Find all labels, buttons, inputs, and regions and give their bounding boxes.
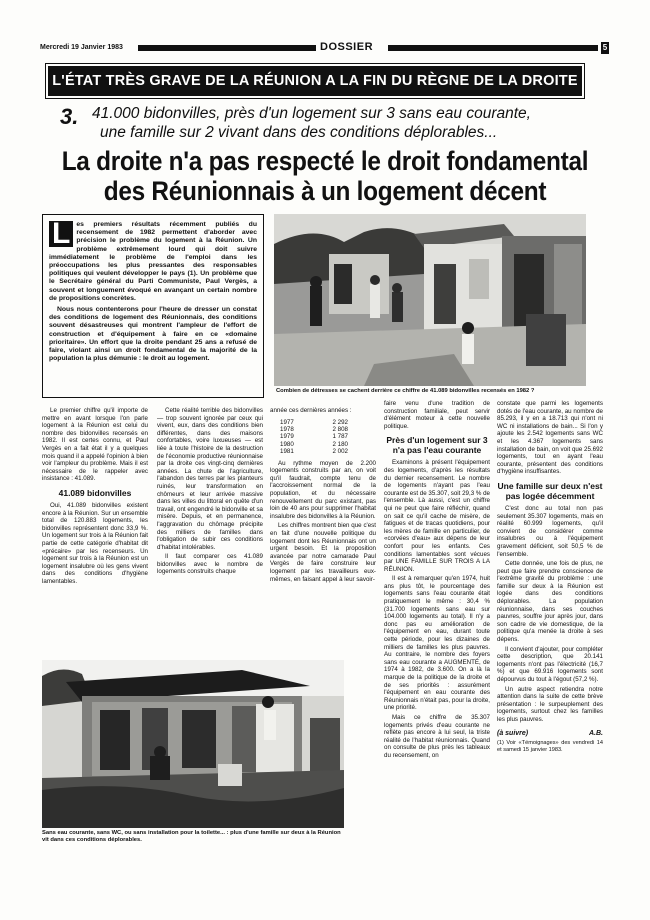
- col2-paragraph-2: Il faut comparer ces 41.089 bidonvilles avec le nombre de logements construits chaque: [157, 553, 263, 576]
- article-column-2: [157, 407, 263, 576]
- headline: [59, 146, 591, 206]
- col4-paragraph-1: faire venu d'une tradition de construction familiale, peut servir d'élément moteur à cette nouvelle politique.: [384, 400, 490, 430]
- col2-paragraph-1: Cette réalité terrible des bidonvilles — trop souvent ignorée par ceux qui vivent, eux, dans des conditions bien différentes, dans des maisons confortables, voire luxueuses — est liée à toute l'histoire de la destruction de l'économie productive réunionnaise par la droite ces vingt-cinq dernières années. La chute de l'agriculture, l'abandon des terres par les planteurs ruinés, leur transformation en chômeurs et leur arrivée massive dans les villes du littoral en quête d'un travail, ont engendré le bidonville et sa misère. Depuis, et en permanence, l'aggravation du chômage précipite des milliers de familles dans l'obligation de subir ces conditions d'habitat intolérables.: [157, 407, 263, 551]
- section-label: DOSSIER: [320, 41, 374, 53]
- figure-value: 2 292: [332, 418, 348, 426]
- continuation-line: [497, 730, 603, 738]
- figure-value: 2 180: [332, 440, 348, 448]
- article-column-1: [42, 407, 148, 585]
- article-column-3: [270, 407, 376, 583]
- subhead-bidonvilles: 41.089 bidonvilles: [58, 487, 132, 498]
- series-banner: [48, 66, 582, 96]
- subhead-famille-sur-deux: Une famille sur deux n'est pas logée décemment: [497, 480, 603, 501]
- construction-figures: [280, 419, 376, 456]
- figure-year: 1977: [280, 418, 294, 426]
- intro-text-1: es premiers résultats récemment publiés du recensement de 1982 permettent d'aborder avec précision le problème du logement à la Réunion. Un problème extrêmement lourd qui doit suivre immédiatement le problème de l'emploi dans les préoccupations les plus pressantes des responsables politiques qui veulent développer le pays (1). Un problème que le Secrétaire général du Parti Communiste, Paul Vergès, a souvent et longuement évoqué en avançant un certain nombre de propositions concrètes.: [49, 221, 257, 302]
- figure-year: 1980: [280, 440, 294, 448]
- col1-paragraph-2: Oui, 41.089 bidonvilles existent encore à la Réunion. Sur un ensemble total de 120.883 logements, les bidonvilles représentent donc 33,9 %. Un logement sur trois à la Réunion fait partie de cette catégorie d'habitat dit «précaire» par les recenseurs. Un logement sur trois à la Réunion est un logement insalubre où les gens vivent dans des conditions d'hygiène lamentables.: [42, 501, 148, 585]
- drop-cap: L: [49, 221, 73, 247]
- series-banner-text: L'ÉTAT TRÈS GRAVE DE LA RÉUNION A LA FIN DU RÈGNE DE LA DROITE: [52, 73, 578, 89]
- photo-caption-1: Combien de détresses se cachent derrière ce chiffre de 41.089 bidonvilles recensés en 1982 ?: [276, 388, 535, 394]
- figure-row: [280, 419, 348, 426]
- headline-line-1: La droite n'a pas respecté le droit fondamental: [61, 146, 589, 176]
- page-header: [40, 42, 608, 54]
- col3-paragraph-1: année ces dernières années :: [270, 407, 352, 414]
- photo-bidonville: [274, 214, 586, 386]
- col5-paragraph-1: constate que parmi les logements dotés de l'eau courante, au nombre de 85.293, il y en a 18.713 qui n'ont ni WC ni installations de bain... Si l'on y ajoute les 2.542 logements sans WC et les 4.367 logements sans installation de bain, on voit que 25.692 logements, tout en ayant l'eau courante, présentent des conditions d'hygiène insuffisantes.: [497, 400, 603, 476]
- subhead-eau-courante: Près d'un logement sur 3 n'a pas l'eau courante: [386, 435, 488, 456]
- header-rule-right: [388, 45, 598, 51]
- author-signature: A.B.: [589, 729, 603, 737]
- figure-value: 2 002: [332, 448, 348, 456]
- col4-paragraph-4: Mais ce chiffre de 35.307 logements privés d'eau courante ne reflète pas encore à lui seul, la triste réalité de l'habitat réunionnais. Quand on consulte de plus près les tableaux du recensement, on: [384, 713, 490, 759]
- figure-value: 1 787: [332, 433, 348, 441]
- figure-year: 1979: [280, 433, 294, 441]
- col3-paragraph-3: Les chiffres montrent bien que c'est en fait d'une nouvelle politique du logement dont les Réunionnais ont un urgent besoin. Et la proposition avancée par notre camarade Paul Vergès de faire construire leur logement par les travailleurs eux-mêmes, en faisant appel à leur savoir-: [270, 522, 376, 583]
- col5-paragraph-3: Cette donnée, une fois de plus, ne peut que faire prendre conscience de l'extrême gravité du problème : une famille sur deux à la Réunion est logée dans des conditions déplorables. La population réunionnaise, dans ses couches pauvres, souffre jour après jour, dans son cadre de vie domestique, de la politique qu'a menée la droite à ses dépens.: [497, 560, 603, 644]
- intro-paragraph-1: [49, 217, 257, 303]
- issue-date: Mercredi 19 Janvier 1983: [40, 44, 123, 51]
- page-number: 5: [602, 43, 608, 52]
- col1-paragraph-1: Le premier chiffre qu'il importe de mettre en avant lorsque l'on parle logement à la Réunion est celui du nombre des bidonvilles recensés en 1982. Il est certes connu, et Paul Vergès en a fait état il y a quelques mois quand il a appelé l'opinion à bien voir l'ampleur du problème. Mais il est nécessaire de le rappeler avec insistance : 41.089.: [42, 407, 148, 483]
- figure-row: [280, 448, 348, 455]
- col5-paragraph-5: Un autre aspect retiendra notre attention dans la suite de cette brève présentation : le surpeuplement des logements, surtout chez les familles les plus pauvres.: [497, 685, 603, 723]
- deck: [92, 104, 592, 142]
- photo-case-en-bois: [42, 660, 344, 828]
- headline-line-2: des Réunionnais à un logement décent: [103, 176, 547, 206]
- col3-paragraph-2: Au rythme moyen de 2.200 logements construits par an, on voit qu'il faudrait, compte tenu de l'accroissement normal de la population, et du nécessaire renouvellement du parc existant, pas loin de 40 ans pour supprimer l'habitat insalubre des bidonvilles à la Réunion.: [270, 459, 376, 520]
- col5-paragraph-2: C'est donc au total non pas seulement 35.307 logements, mais en réalité 60.999 logements, qu'il convient de considérer comme insalubres ou à l'équipement gravement déficient, soit 50,5 % de l'ensemble.: [497, 504, 603, 558]
- to-be-continued: (à suivre): [497, 729, 529, 737]
- deck-line-1: 41.000 bidonvilles, près d'un logement sur 3 sans eau courante,: [92, 105, 531, 122]
- figure-year: 1981: [280, 448, 294, 456]
- header-rule-left: [138, 45, 316, 51]
- col5-paragraph-4: Il convient d'ajouter, pour compléter cette description, que 20.141 logements n'ont pas l'électricité (16,7 %) et que 69.916 logements sont dépourvus du tout à l'égout (57,2 %).: [497, 645, 603, 683]
- figure-year: 1978: [280, 426, 294, 433]
- intro-paragraph-2: Nous nous contenterons pour l'heure de dresser un constat des conditions de logement des Réunionnais, des conditions souvent désastreuses qui montrent l'ampleur de l'effort de construction et d'équipement à faire en ce «domaine prioritaire». Un effort que la droite pendant 25 ans a refusé de faire, violant ainsi un droit fondamental de la majorité de la population la plus démunie : le droit au logement.: [49, 306, 257, 363]
- figure-value: 2 808: [332, 426, 348, 433]
- figure-row: [280, 433, 348, 440]
- intro-box: [42, 214, 264, 398]
- figure-row: [280, 426, 348, 433]
- footnote: (1) Voir «Témoignages» des vendredi 14 et samedi 15 janvier 1983.: [497, 740, 603, 753]
- col4-paragraph-3: Il est à remarquer qu'en 1974, huit ans plus tôt, le pourcentage des logements sans l'eau courante était pratiquement le même : 30,4 % (31.700 logements sans eau sur 104.000 logements au total). Il n'y a donc pas eu amélioration de l'équipement en eau, durant toute cette période, pour les dizaines de milliers de familles les plus pauvres. Au contraire, le nombre des foyers sans eau courante a AUGMENTÉ, de 1974 à 1982, de 3.600. On a là la marque de la politique de la droite et de ses priorités : assurément l'équipement en eau courante des Réunionnais n'était pas, pour la droite, une priorité.: [384, 575, 490, 712]
- article-column-5: [497, 400, 603, 754]
- article-column-4: [384, 400, 490, 760]
- part-number: 3.: [60, 104, 79, 129]
- figure-row: [280, 441, 348, 448]
- col4-paragraph-2: Examinons à présent l'équipement des logements, d'après les résultats du dernier recensement. Le nombre de logements n'ayant pas l'eau courante est de 35.307, soit 29,3 % de l'ensemble. Là aussi, c'est un chiffre qui ne peut que faire réfléchir, quand on sait ce qu'il cache de misère, de fatigues et de tracas quotidiens, pour les mères de famille en particulier, de «corvées d'eau» aux dépens de leur confort pour les enfants. Ces conditions lamentables sont vécues par UNE FAMILLE SUR TROIS A LA RÉUNION.: [384, 459, 490, 573]
- deck-line-2: une famille sur 2 vivant dans des conditions déplorables...: [100, 124, 498, 141]
- photo-caption-2: Sans eau courante, sans WC, ou sans installation pour la toilette... : plus d'une famille sur deux à la Réunion vit dans ces conditions déplorables.: [42, 830, 341, 843]
